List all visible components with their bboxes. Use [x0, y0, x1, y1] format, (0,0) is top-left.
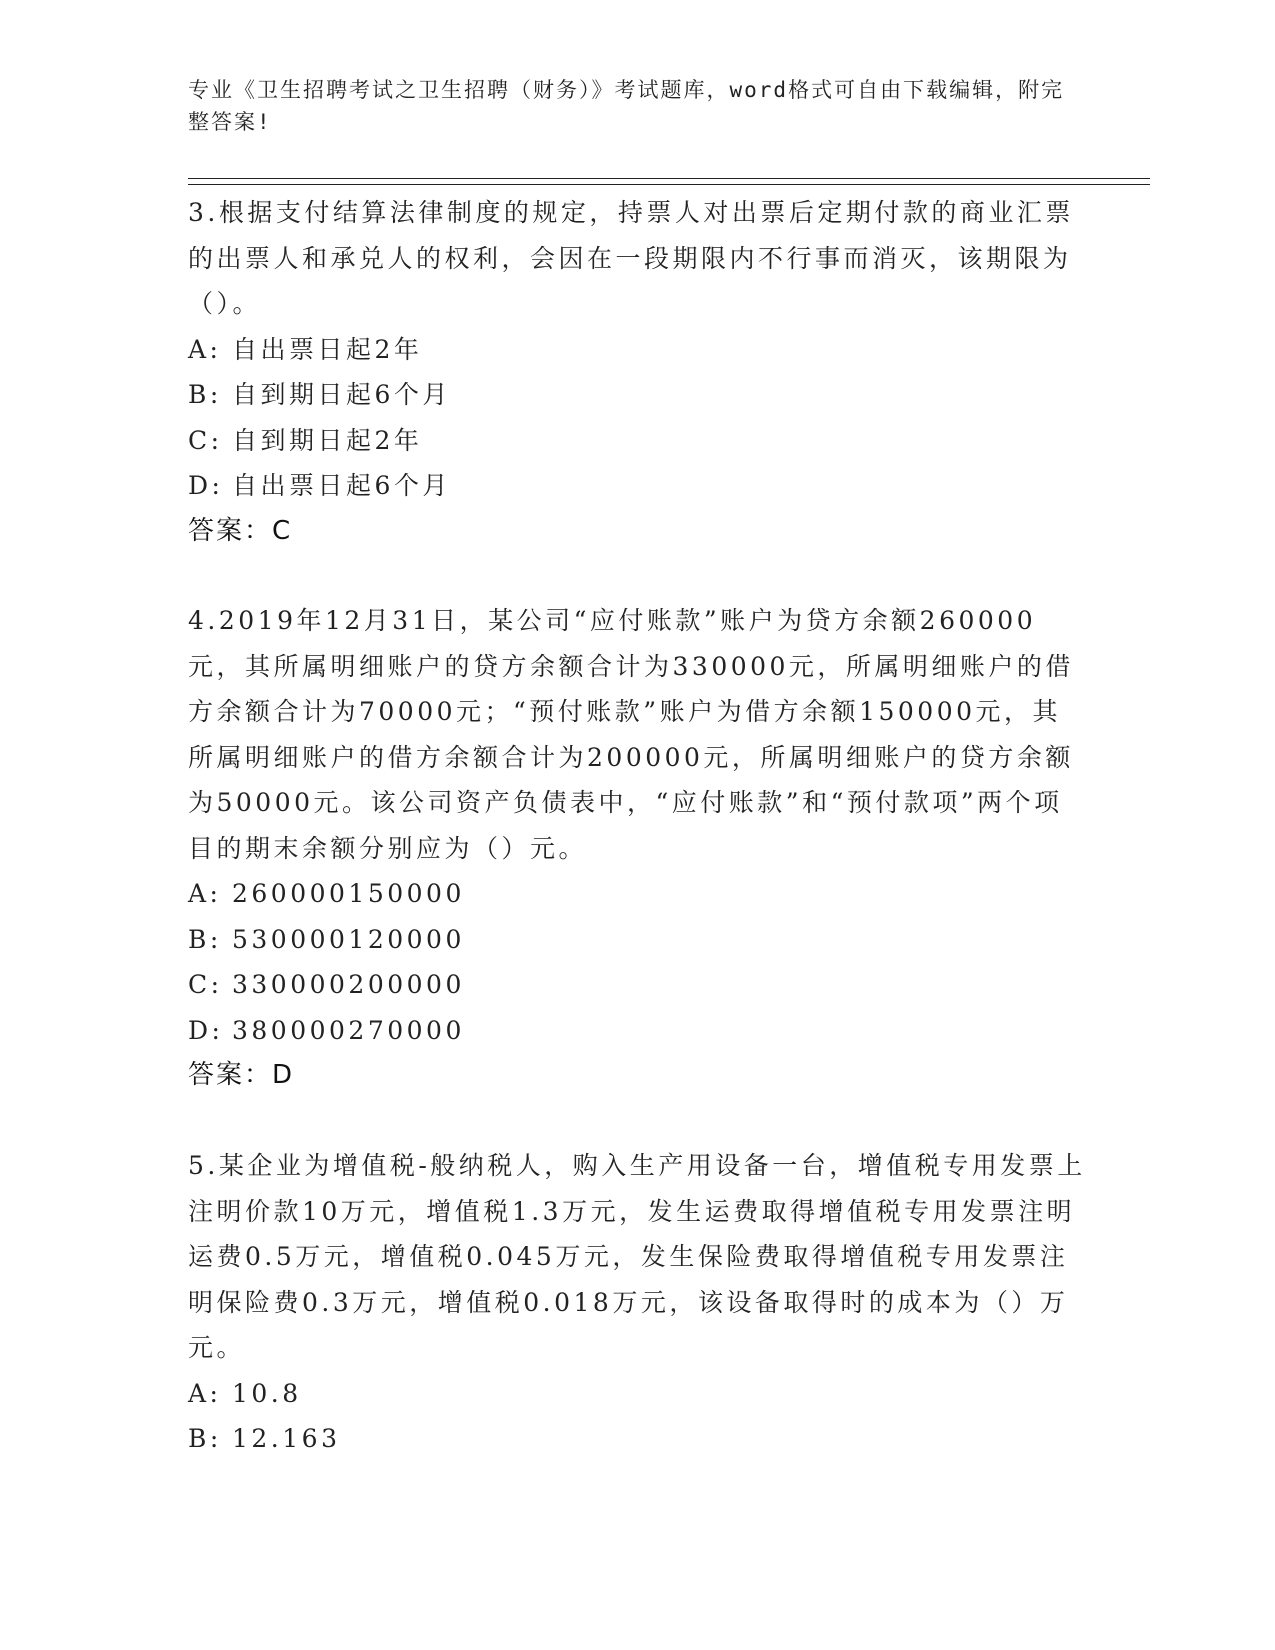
option-a [188, 871, 1088, 917]
option-text: 自出票日起2年 [232, 334, 423, 364]
option-text: 10.8 [232, 1378, 302, 1408]
option-label: A: [188, 334, 222, 364]
option-text: 自到期日起6个月 [232, 380, 451, 409]
option-label: C: [188, 970, 223, 999]
option-text: 380000270000 [232, 1015, 465, 1045]
option-d [188, 1008, 1088, 1054]
question-4 [188, 598, 1088, 1099]
question-stem: 4.2019年12月31日，某公司“应付账款”账户为贷方余额260000元，其所属明细账户的贷方余额合计为330000元，所属明细账户的借方余额合计为70000元；“预付账款”账户为借方余额150000元，其所属明细账户的借方余额合计为200000元，所属明细账户的贷方余额为50000元。该公司资产负债表中，“应付账款”和“预付款项”两个项目的期末余额分别应为（）元。 [188, 606, 1074, 863]
option-text: 260000150000 [232, 879, 465, 908]
option-d [188, 463, 1088, 509]
question-5 [188, 1143, 1088, 1462]
option-text: 自出票日起6个月 [232, 471, 451, 500]
option-label: B: [188, 924, 222, 954]
option-b [188, 917, 1088, 963]
option-label: D: [188, 1015, 224, 1045]
option-b [188, 1416, 1088, 1462]
option-label: C: [188, 425, 223, 455]
question-stem: 5.某企业为增值税-般纳税人，购入生产用设备一台，增值税专用发票上注明价款10万元，增值税1.3万元，发生运费取得增值税专用发票注明运费0.5万元，增值税0.045万元，发生保险费取得增值税专用发票注明保险费0.3万元，增值税0.018万元，该设备取得时的成本为（）万元。 [188, 1151, 1086, 1362]
option-a [188, 327, 1088, 373]
option-label: B: [188, 1424, 222, 1453]
document-header: 专业《卫生招聘考试之卫生招聘（财务）》考试题库，word格式可自由下载编辑，附完整答案! [188, 78, 1065, 134]
option-label: D: [188, 471, 224, 500]
option-b [188, 372, 1088, 418]
option-label: A: [188, 1378, 222, 1408]
option-label: B: [188, 380, 222, 409]
option-text: 530000120000 [232, 924, 465, 954]
option-text: 自到期日起2年 [232, 425, 423, 455]
option-c [188, 418, 1088, 464]
option-c [188, 962, 1088, 1008]
answer-line: 答案：C [188, 515, 293, 546]
option-text: 12.163 [232, 1424, 341, 1453]
option-label: A: [188, 879, 222, 908]
header-divider-bottom [188, 184, 1150, 185]
option-text: 330000200000 [232, 970, 465, 999]
header-divider-top [188, 178, 1150, 179]
answer-line: 答案：D [188, 1060, 295, 1090]
question-3 [188, 190, 1088, 554]
question-stem: 3.根据支付结算法律制度的规定，持票人对出票后定期付款的商业汇票的出票人和承兑人的权利，会因在一段期限内不行事而消灭，该期限为（）。 [188, 198, 1074, 318]
option-a [188, 1371, 1088, 1417]
